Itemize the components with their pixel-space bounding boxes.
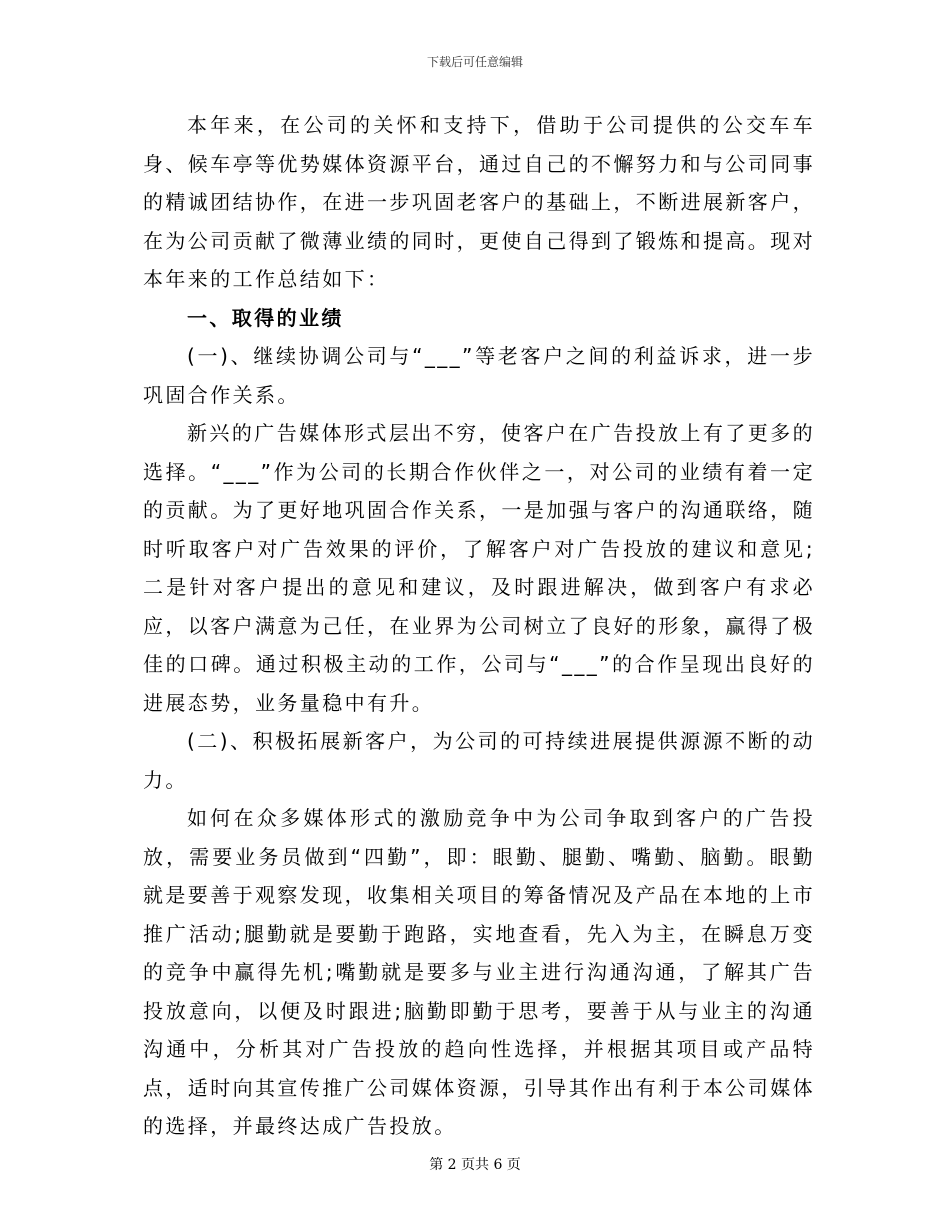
- subsection-heading-1: (一)、继续协调公司与“___”等老客户之间的利益诉求，进一步巩固合作关系。: [143, 344, 815, 407]
- section-heading: 一、取得的业绩: [187, 305, 344, 330]
- header-note: 下载后可任意编辑: [426, 55, 523, 69]
- subsection-heading-2: (二)、积极拓展新客户，为公司的可持续进展提供源源不断的动力。: [143, 729, 815, 792]
- body-paragraph-1: 新兴的广告媒体形式层出不穷，使客户在广告投放上有了更多的选择。“___”作为公司的长期合作伙伴之一，对公司的业绩有着一定的贡献。为了更好地巩固合作关系，一是加强与客户的沟通联络，随时听取客户对广告效果的评价，了解客户对广告投放的建议和意见;二是针对客户提出的意见和建议，及时跟进解决，做到客户有求必应，以客户满意为己任，在业界为公司树立了良好的形象，赢得了极佳的口碑。通过积极主动的工作，公司与“___”的合作呈现出良好的进展态势，业务量稳中有升。: [143, 421, 815, 715]
- body-paragraph-2: 如何在众多媒体形式的激励竞争中为公司争取到客户的广告投放，需要业务员做到“四勤”，即：眼勤、腿勤、嘴勤、脑勤。眼勤就是要善于观察发现，收集相关项目的筹备情况及产品在本地的上市推广活动;腿勤就是要勤于跑路，实地查看，先入为主，在瞬息万变的竞争中赢得先机;嘴勤就是要多与业主进行沟通沟通，了解其广告投放意向，以便及时跟进;脑勤即勤于思考，要善于从与业主的沟通沟通中，分析其对广告投放的趋向性选择，并根据其项目或产品特点，适时向其宣传推广公司媒体资源，引导其作出有利于本公司媒体的选择，并最终达成广告投放。: [143, 806, 815, 1138]
- document-body: [143, 106, 815, 1146]
- intro-paragraph: 本年来，在公司的关怀和支持下，借助于公司提供的公交车车身、候车亭等优势媒体资源平台，通过自己的不懈努力和与公司同事的精诚团结协作，在进一步巩固老客户的基础上，不断进展新客户，在为公司贡献了微薄业绩的同时，更使自己得到了锻炼和提高。现对本年来的工作总结如下：: [143, 113, 815, 291]
- page-number: 第 2 页共 6 页: [429, 1157, 521, 1173]
